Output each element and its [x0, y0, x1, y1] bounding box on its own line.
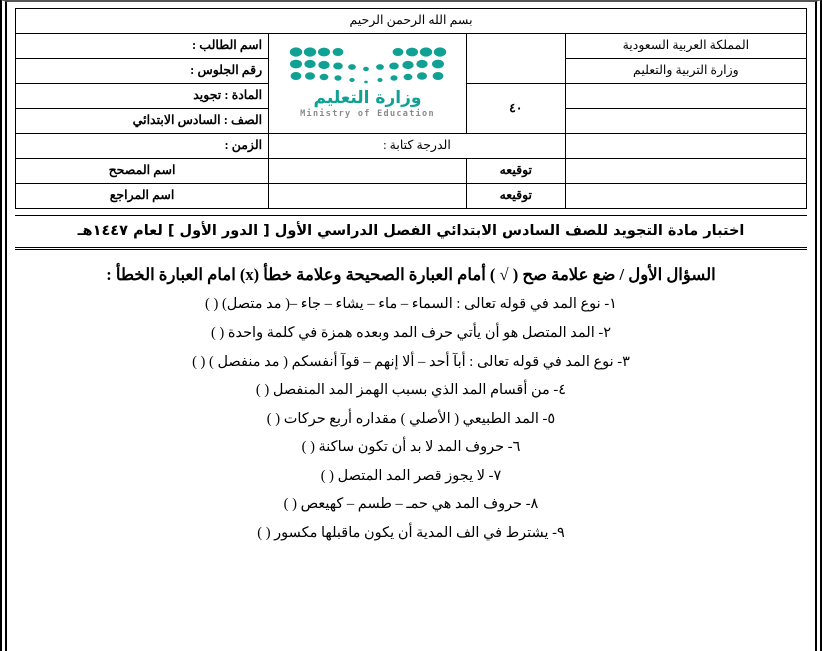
exam-title: اختبار مادة التجويد للصف السادس الابتدائي الفصل الدراسي الأول [ الدور الأول ] لعام ١٤٤٧هـ [15, 215, 807, 250]
page-content [15, 8, 807, 651]
marker-signature-blank [565, 159, 806, 184]
instruction-prefix: السؤال الأول / ضع علامة صح ( √ ) أمام العبارة الصحيحة وعلامة خطأ ( [253, 265, 716, 284]
question-number: ٢- [598, 324, 612, 341]
answer-box[interactable]: ( ) [255, 382, 270, 399]
answer-box[interactable]: ( ) [266, 410, 281, 427]
subject-label: المادة : تجويد [16, 84, 269, 109]
list-item [15, 467, 807, 486]
ministry-of-education-logo [288, 46, 448, 120]
answer-box[interactable]: ( ) [301, 439, 315, 456]
list-item [15, 410, 807, 429]
exam-header-table [15, 8, 807, 209]
logo-english-text: Ministry of Education [300, 108, 435, 119]
table-row-bismillah [16, 9, 807, 34]
question-section [15, 264, 807, 542]
question-text: يشترط في الف المدية أن يكون ماقبلها مكسور [274, 524, 549, 541]
logo-dot-pattern-icon [288, 46, 448, 88]
list-item [15, 524, 807, 543]
marker-name-blank [269, 159, 467, 184]
mark-in-words-label: الدرجة كتابة : [269, 134, 566, 159]
table-row-mark-in-words [16, 134, 807, 159]
student-name-label: اسم الطالب : [16, 34, 269, 59]
marker-name-label: اسم المصحح [16, 159, 269, 184]
question-number: ٩- [552, 524, 565, 541]
logo-arabic-text: وزارة التعليم [313, 88, 422, 109]
total-mark-value: ٤٠ [466, 84, 565, 134]
reviewer-name-blank [269, 184, 467, 209]
empty-cell-grade [565, 109, 806, 134]
ministry-value: وزارة التربية والتعليم [565, 59, 806, 84]
question-number: ٨- [525, 496, 539, 513]
answer-box[interactable]: ( ) [283, 496, 297, 513]
bismillah-text: بسم الله الرحمن الرحيم [16, 9, 807, 34]
seat-number-label: رقم الجلوس : [16, 59, 269, 84]
question-text: نوع المد في قوله تعالى : السماء – ماء – يشاء – جاء –( مد متصل) [221, 296, 601, 313]
time-label: الزمن : [16, 134, 269, 159]
question-number: ٣- [617, 353, 630, 370]
list-item [15, 381, 807, 400]
empty-cell-subject [565, 84, 806, 109]
list-item [15, 495, 807, 514]
list-item [15, 324, 807, 343]
question-text: المد المتصل هو أن يأتي حرف المد وبعده همزة في كلمة واحدة [227, 324, 595, 341]
marker-signature-label: توقيعه [466, 159, 565, 184]
question-list [15, 295, 807, 542]
ministry-logo-cell [269, 34, 467, 134]
question-one-instruction [15, 264, 807, 285]
empty-cell-mark-words [565, 134, 806, 159]
answer-box[interactable]: ( ) [210, 324, 225, 341]
table-row-marker [16, 159, 807, 184]
answer-box[interactable]: ( ) [257, 524, 271, 541]
question-number: ٤- [553, 382, 567, 399]
list-item [15, 295, 807, 314]
question-number: ٥- [542, 410, 556, 427]
question-number: ٧- [488, 467, 502, 484]
reviewer-signature-blank [565, 184, 806, 209]
table-row-reviewer [16, 184, 807, 209]
question-text: حروف المد لا بد أن تكون ساكنة [318, 439, 505, 456]
answer-box[interactable]: ( ) [205, 296, 219, 313]
question-text: حروف المد هي حمـ – طسم – كهيعص [300, 496, 523, 513]
question-number: ٦- [507, 439, 521, 456]
answer-box[interactable]: ( ) [192, 353, 206, 370]
grade-label: الصف : السادس الابتدائي [16, 109, 269, 134]
list-item [15, 438, 807, 457]
question-text: المد الطبيعي ( الأصلي ) مقداره أربع حركات [283, 410, 539, 427]
instruction-wrong-mark: x [245, 265, 254, 284]
reviewer-signature-label: توقيعه [466, 184, 565, 209]
country-value: المملكة العربية السعودية [565, 34, 806, 59]
question-text: نوع المد في قوله تعالى : أبآ أحد – ألا إنهم – قوآ أنفسكم ( مد منفصل ) [209, 353, 614, 370]
spacer-cell-top [466, 34, 565, 84]
question-text: لا يجوز قصر المد المتصل [337, 467, 486, 484]
question-text: من أقسام المد الذي بسبب الهمز المد المنفصل [272, 382, 550, 399]
reviewer-name-label: اسم المراجع [16, 184, 269, 209]
instruction-suffix: ) امام العبارة الخطأ : [106, 265, 246, 284]
table-row-student-name [16, 34, 807, 59]
answer-box[interactable]: ( ) [320, 467, 335, 484]
list-item [15, 353, 807, 372]
question-number: ١- [604, 296, 617, 313]
